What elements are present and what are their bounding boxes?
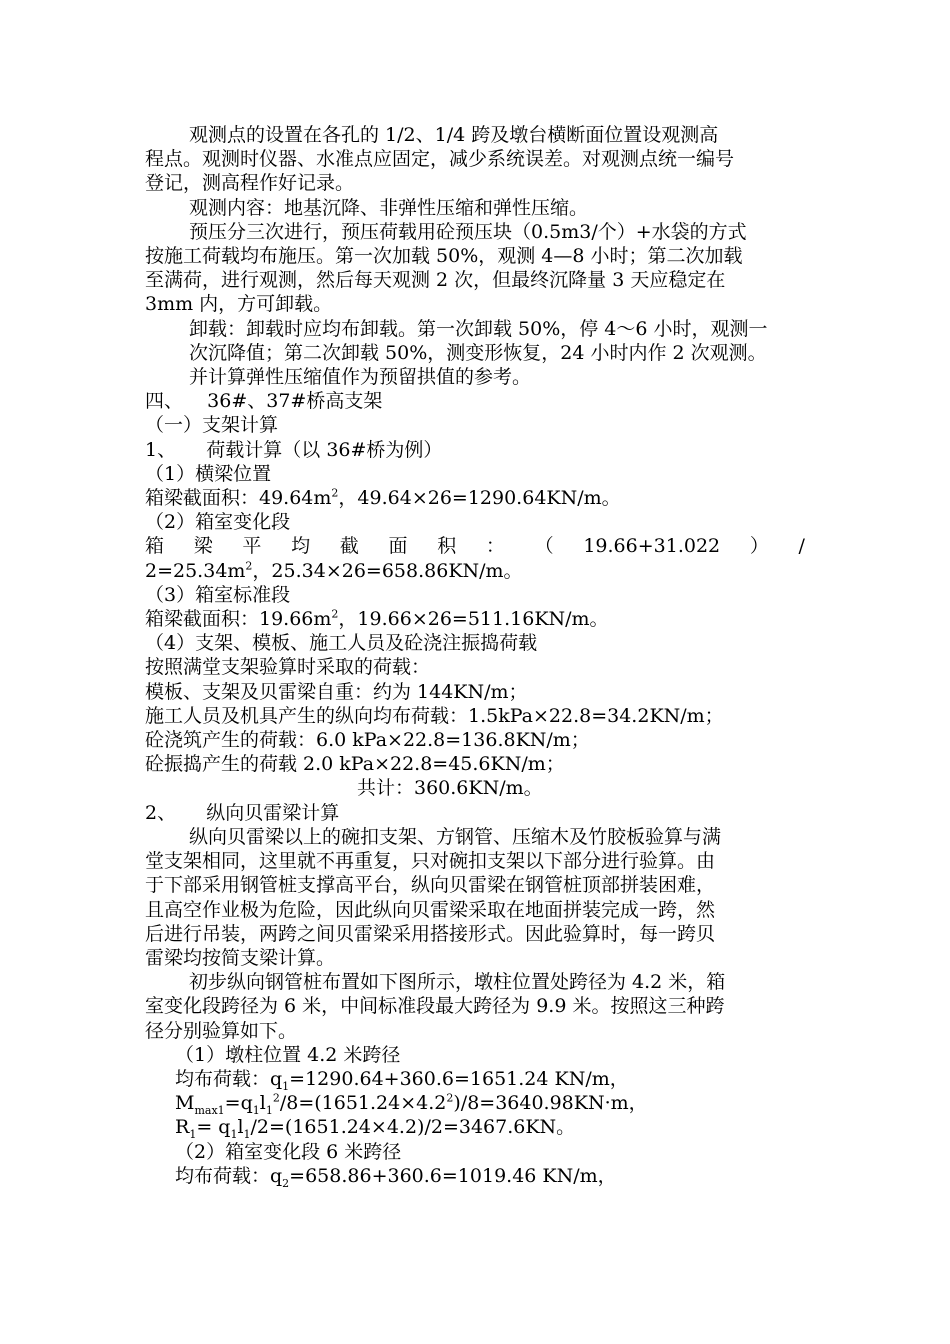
text-line: 且高空作业极为危险，因此纵向贝雷梁采取在地面拼装完成一跨，然 [145,898,716,921]
text-line: 卸载：卸载时应均布卸载。第一次卸载 50%，停 4～6 小时，观测一 [189,317,768,340]
formula-line: $M_{max1}=q_1l_1^2/8=(1651.24\times 4.2^2)/8=3640.98KN\cdot m$， [175,1091,648,1117]
text-line: 按照满堂支架验算时采取的荷载： [145,656,431,679]
document-body [145,123,805,1188]
text-line: 后进行吊装，两跨之间贝雷梁采用搭接形式。因此验算时，每一跨贝 [145,922,716,945]
item-heading: 2、 纵向贝雷梁计算 [145,801,340,824]
text-line: 于下部采用钢管桩支撑高平台，纵向贝雷梁在钢管桩顶部拼装困难， [145,874,716,897]
text-line: 按施工荷载均布施压。第一次加载 50%，观测 4—8 小时；第二次加载 [145,245,743,268]
load-line: 模板、支架及贝雷梁自重：约为 144KN/m； [145,680,528,703]
formula-line: 箱梁截面积：$49.64m^2$，49.64×26=1290.64KN/m。 [145,486,621,510]
text-line: 观测点的设置在各孔的 1/2、1/4 跨及墩台横断面位置设观测高 [189,124,719,146]
text-line: 雷梁均按简支梁计算。 [145,946,336,969]
formula-line: 均布荷载：$q_1=1290.64+360.6=1651.24$ KN/m， [175,1067,629,1093]
case-heading: （1）墩柱位置 4.2 米跨径 [175,1043,401,1066]
text-line: 至满荷，进行观测，然后每天观测 2 次，但最终沉降量 3 天应稳定在 [145,269,726,292]
section-heading: 四、 36#、37#桥高支架 [145,390,383,413]
case-heading: （2）箱室变化段 6 米跨径 [175,1140,402,1163]
justified-line: 箱 梁 平 均 截 面 积 ： （ 19.66+31.022 ） / [145,535,805,558]
text-line: 程点。观测时仪器、水准点应固定，减少系统误差。对观测点统一编号 [145,148,735,171]
case-heading: （4）支架、模板、施工人员及砼浇注振捣荷载 [145,632,538,655]
item-heading: 1、 荷载计算（以 36#桥为例） [145,438,443,461]
text-line: 径分别验算如下。 [145,1019,298,1042]
text-line: 堂支架相同，这里就不再重复，只对碗扣支架以下部分进行验算。由 [145,850,716,873]
text-line: 次沉降值；第二次卸载 50%，测变形恢复，24 小时内作 2 次观测。 [189,341,767,364]
subsection-heading: （一）支架计算 [145,414,279,437]
text-line: 预压分三次进行，预压荷载用砼预压块（0.5m3/个）+水袋的方式 [189,220,747,243]
load-line: 砼振捣产生的荷载 2.0 kPa×22.8=45.6KN/m； [145,753,565,776]
text-line: 登记，测高程作好记录。 [145,172,355,195]
formula-line: 箱梁截面积：$19.66m^2$，19.66×26=511.16KN/m。 [145,607,609,631]
formula-line: 均布荷载：$q_2=658.86+360.6=1019.46$ KN/m， [175,1164,617,1190]
text-line: 室变化段跨径为 6 米，中间标准段最大跨径为 9.9 米。按照这三种跨 [145,995,725,1018]
case-heading: （2）箱室变化段 [145,511,291,534]
text-line: 观测内容：地基沉降、非弹性压缩和弹性压缩。 [189,196,589,219]
case-heading: （1）横梁位置 [145,462,272,485]
load-line: 砼浇筑产生的荷载：6.0 kPa×22.8=136.8KN/m； [145,729,590,752]
formula-line: $2=25.34m^2$，25.34×26=658.86KN/m。 [145,559,523,582]
formula-line: $R_1= q_1l_1/2=(1651.24\times 4.2)/2=3467.6KN$。 [175,1116,576,1142]
load-line: 施工人员及机具产生的纵向均布荷载：1.5kPa×22.8=34.2KN/m； [145,704,724,727]
text-line: 并计算弹性压缩值作为预留拱值的参考。 [189,366,532,389]
case-heading: （3）箱室标准段 [145,583,291,606]
text-line: 初步纵向钢管桩布置如下图所示，墩柱位置处跨径为 4.2 米，箱 [189,971,726,994]
text-line: 3mm 内，方可卸载。 [145,293,333,316]
text-line: 纵向贝雷梁以上的碗扣支架、方钢管、压缩木及竹胶板验算与满 [189,825,722,848]
load-total: 共计：360.6KN/m。 [357,777,543,800]
